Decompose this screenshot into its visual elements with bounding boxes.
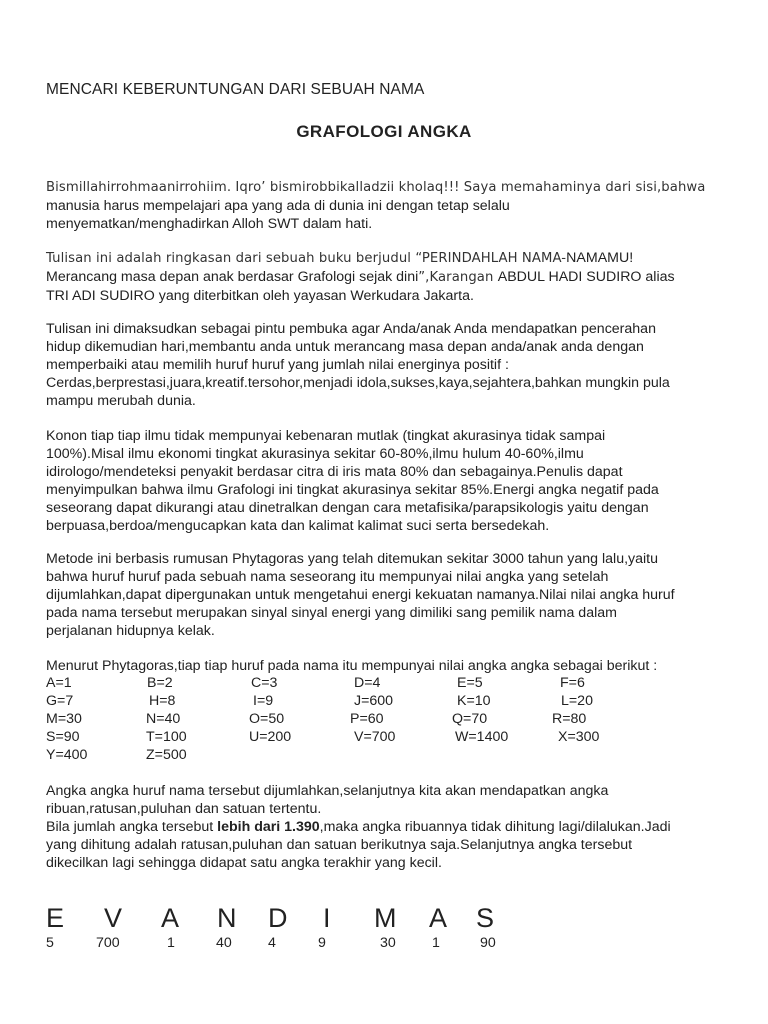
table-row (46, 711, 736, 729)
paragraph-line: yang dihitung adalah ratusan,puluhan dan satuan berikutnya saja.Selanjutnya angka tersebut (46, 837, 633, 853)
table-cell: H=8 (149, 693, 176, 709)
paragraph-line: bahwa huruf huruf pada sebuah nama seseorang itu mempunyai nilai angka yang setelah (46, 569, 609, 585)
author-label: ”,Karangan (418, 270, 498, 285)
book-title-text: Tulisan ini adalah ringkasan dari sebuah buku berjudul “PERINDAHLAH NAMA- (46, 251, 567, 266)
example-value: 4 (268, 935, 276, 951)
paragraph-line: Metode ini berbasis rumusan Phytagoras yang telah ditemukan sekitar 3000 tahun yang lalu,yaitu (46, 551, 659, 567)
table-row (46, 693, 736, 711)
example-letter: E (46, 903, 65, 933)
paragraph-line: Tulisan ini dimaksudkan sebagai pintu pembuka agar Anda/anak Anda mendapatkan pencerahan (46, 321, 656, 337)
table-cell: I=9 (253, 693, 274, 709)
table-cell: B=2 (147, 675, 173, 691)
paragraph-line: dikecilkan lagi sehingga didapat satu angka terakhir yang kecil. (46, 855, 442, 871)
example-value: 1 (432, 935, 440, 951)
example-value: 30 (380, 935, 396, 951)
paragraph-line: Konon tiap tiap ilmu tidak mempunyai kebenaran mutlak (tingkat akurasinya tidak sampai (46, 428, 606, 444)
paragraph-line: Angka angka huruf nama tersebut dijumlahkan,selanjutnya kita akan mendapatkan angka (46, 783, 609, 799)
table-cell: A=1 (46, 675, 72, 691)
table-cell: G=7 (46, 693, 74, 709)
paragraph-line: idirologo/mendeteksi penyakit berdasar citra di iris mata 80% dan sebagainya.Penulis dapat (46, 464, 623, 480)
table-cell: Q=70 (452, 711, 488, 727)
table-cell: M=30 (46, 711, 82, 727)
table-cell: R=80 (552, 711, 587, 727)
paragraph-line (46, 249, 736, 268)
table-cell: L=20 (561, 693, 593, 709)
paragraph-line: memperbaiki atau memilih huruf huruf yang jumlah nilai energinya positif : (46, 357, 509, 373)
table-cell: J=600 (354, 693, 394, 709)
example-value: 40 (216, 935, 232, 951)
paragraph-source (46, 249, 736, 305)
paragraph-line: menyimpulkan bahwa ilmu Grafologi ini tingkat akurasinya sekitar 85%.Energi angka negatif pada (46, 482, 659, 498)
paragraph-line: TRI ADI SUDIRO yang diterbitkan oleh yayasan Werkudara Jakarta. (46, 288, 474, 304)
table-cell: O=50 (249, 711, 285, 727)
document-title: GRAFOLOGI ANGKA (296, 122, 472, 141)
table-cell: P=60 (350, 711, 384, 727)
paragraph-accuracy (46, 427, 736, 535)
example-name-values (46, 935, 736, 953)
table-cell: U=200 (249, 729, 292, 745)
example-value: 700 (96, 935, 120, 951)
example-name-letters (46, 903, 736, 935)
paragraph-line: manusia harus mempelajari apa yang ada di dunia ini dengan tetap selalu (46, 198, 510, 214)
paragraph-calculation (46, 782, 736, 872)
paragraph-line: mampu merubah dunia. (46, 393, 196, 409)
paragraph-line: seseorang dapat dikurangi atau dinetralkan dengan cara metafisika/parapsikologis yaitu dengan (46, 500, 649, 516)
paragraph-line (46, 268, 736, 287)
paragraph-line: pada nama tersebut merupakan sinyal sinyal energi yang dimiliki sang pemilik nama dalam (46, 605, 617, 621)
paragraph-line: dijumlahkan,dapat dipergunakan untuk mengetahui energi kekuatan namanya.Nilai nilai angka huruf (46, 587, 675, 603)
example-letter: V (104, 903, 123, 933)
author-name: ABDUL HADI SUDIRO alias (497, 269, 675, 285)
example-letter: N (217, 903, 237, 933)
paragraph-method (46, 550, 736, 640)
example-value: 1 (167, 935, 175, 951)
table-cell: F=6 (560, 675, 585, 691)
paragraph-line: 100%).Misal ilmu ekonomi tingkat akurasinya sekitar 60-80%,ilmu hulum 40-60%,ilmu (46, 446, 584, 462)
paragraph-line: berpuasa,berdoa/mengucapkan kata dan kalimat kalimat suci serta bersedekah. (46, 518, 550, 534)
paragraph-line: hidup dikemudian hari,membantu anda untuk merancang masa depan anda/anak anda dengan (46, 339, 644, 355)
document-heading: MENCARI KEBERUNTUNGAN DARI SEBUAH NAMA (46, 81, 425, 98)
paragraph-line: ribuan,ratusan,puluhan dan satuan tertentu. (46, 801, 322, 817)
table-row (46, 675, 736, 693)
table-cell: E=5 (457, 675, 483, 691)
example-letter: S (476, 903, 495, 933)
paragraph-purpose (46, 320, 736, 410)
table-cell: V=700 (354, 729, 396, 745)
example-value: 5 (46, 935, 54, 951)
table-cell: W=1400 (455, 729, 509, 745)
table-cell: T=100 (146, 729, 187, 745)
example-value: 9 (318, 935, 326, 951)
table-row (46, 747, 736, 765)
example-letter: I (323, 903, 331, 933)
table-row (46, 729, 736, 747)
book-subtitle: Merancang masa depan anak berdasar Grafologi sejak dini (46, 269, 419, 285)
paragraph-line: Cerdas,berprestasi,juara,kreatif.tersohor,menjadi idola,sukses,kaya,sejahtera,bahkan mungkin pula (46, 375, 670, 391)
table-cell: S=90 (46, 729, 80, 745)
table-cell: Y=400 (46, 747, 88, 763)
paragraph-line: perjalanan hidupnya kelak. (46, 623, 215, 639)
table-cell: N=40 (146, 711, 181, 727)
paragraph-table-intro (46, 657, 736, 675)
example-letter: A (429, 903, 448, 933)
example-value: 90 (480, 935, 496, 951)
paragraph-line: Menurut Phytagoras,tiap tiap huruf pada nama itu mempunyai nilai angka angka sebagai berikut : (46, 658, 658, 674)
example-letter: D (268, 903, 288, 933)
paragraph-intro (46, 179, 736, 233)
table-cell: Z=500 (146, 747, 187, 763)
book-title-end: NAMAMU! (566, 250, 634, 266)
rule-text: ,maka angka ribuannya tidak dihitung lagi/dilalukan.Jadi (319, 819, 671, 835)
example-letter: M (374, 903, 397, 933)
rule-text: Bila jumlah angka tersebut (46, 819, 218, 835)
table-cell: X=300 (558, 729, 600, 745)
table-cell: D=4 (354, 675, 381, 691)
paragraph-line: menyematkan/menghadirkan Alloh SWT dalam hati. (46, 216, 373, 232)
table-cell: C=3 (251, 675, 278, 691)
paragraph-line: Bismillahirrohmaanirrohiim. Iqro’ bismirobbikalladzii kholaq!!! Saya memahaminya dari sisi,bahwa (46, 180, 706, 195)
paragraph-line (46, 818, 736, 836)
example-letter: A (161, 903, 180, 933)
table-cell: K=10 (457, 693, 491, 709)
rule-threshold: lebih dari 1.390 (217, 819, 320, 835)
